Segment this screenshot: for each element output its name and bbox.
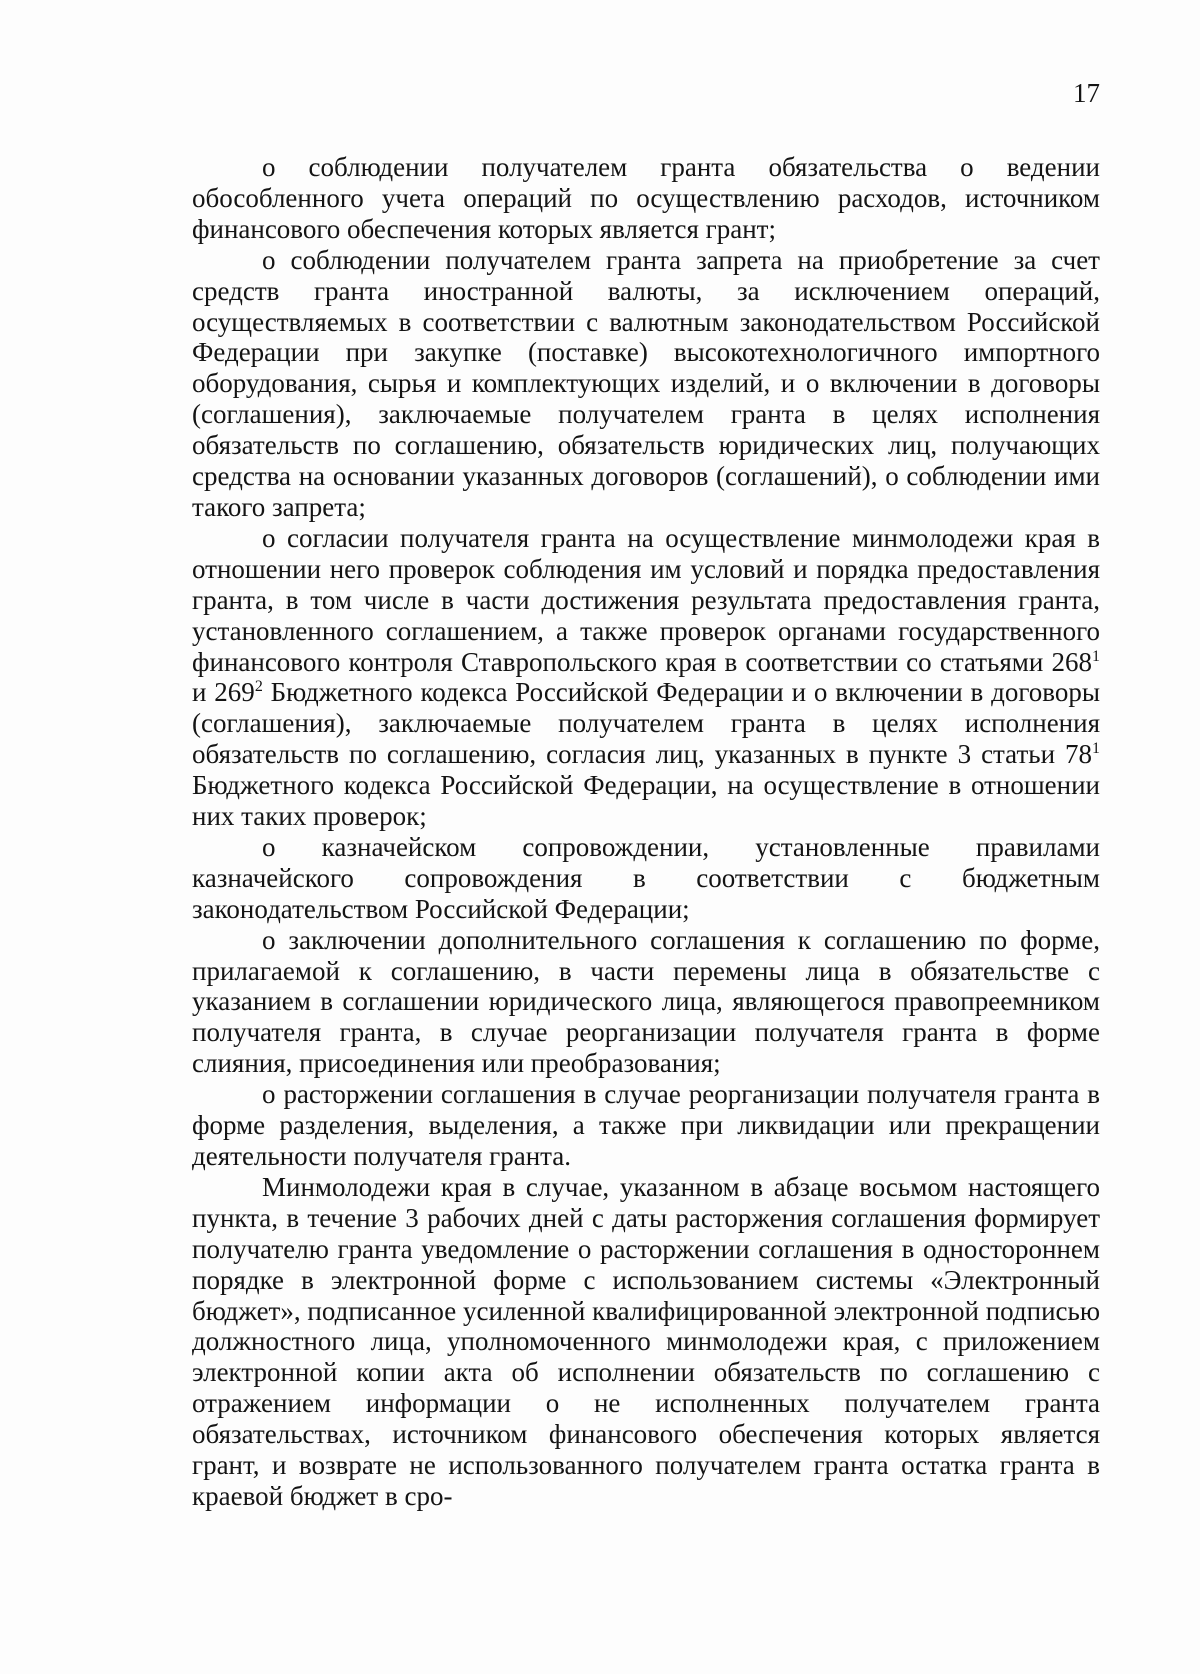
paragraph-inspection-consent xyxy=(192,523,1100,832)
page-number: 17 xyxy=(1073,78,1100,108)
paragraph-additional-agreement: о заключении дополнительного соглашения к соглашению по форме, прилагаемой к соглашению, в части перемены лица в обязательстве с указанием в соглашении юридического лица, являющегося правопреемником получателя гранта, в случае реорганизации получателя гранта в форме слияния, присоединения или преобразования; xyxy=(192,924,1100,1079)
superscript: 1 xyxy=(1092,647,1100,665)
paragraph-separate-accounting: о соблюдении получателем гранта обязательства о ведении обособленного учета операций по осуществлению расходов, источником финансового обеспечения которых является грант; xyxy=(192,152,1100,244)
text-segment: о согласии получателя гранта на осуществление минмолодежи края в отношении него проверок соблюдения им условий и порядка предоставления гранта, в том числе в части достижения результата предоставления гранта, установленного соглашением, а также проверок органами государственного финансового контроля Ставропольского края в соответствии со статьями 268 xyxy=(192,522,1100,677)
text-segment: Бюджетного кодекса Российской Федерации, на осуществление в отношении них таких проверок; xyxy=(192,770,1100,832)
paragraph-currency-ban: о соблюдении получателем гранта запрета на приобретение за счет средств гранта иностранной валюты, за исключением операций, осуществляемых в соответствии с валютным законодательством Российской Федерации при закупке (поставке) высокотехнологичного импортного оборудования, сырья и комплектующих изделий, и о включении в договоры (соглашения), заключаемые получателем гранта в целях исполнения обязательств по соглашению, обязательств юридических лиц, получающих средства на основании указанных договоров (соглашений), о соблюдении ими такого запрета; xyxy=(192,244,1100,522)
paragraph-termination: о расторжении соглашения в случае реорганизации получателя гранта в форме разделения, выделения, а также при ликвидации или прекращении деятельности получателя гранта. xyxy=(192,1079,1100,1171)
paragraph-termination-notice: Минмолодежи края в случае, указанном в абзаце восьмом настоящего пункта, в течение 3 рабочих дней с даты расторжения соглашения формирует получателю гранта уведомление о расторжении соглашения в одностороннем порядке в электронной форме с использованием системы «Электронный бюджет», подписанное усиленной квалифицированной электронной подписью должностного лица, уполномоченного минмолодежи края, с приложением электронной копии акта об исполнении обязательств по соглашению с отражением информации о не исполненных получателем гранта обязательствах, источником финансового обеспечения которых является грант, и возврате не использованного получателем гранта остатка гранта в краевой бюджет в сро- xyxy=(192,1171,1100,1511)
superscript: 1 xyxy=(1092,740,1100,758)
document-body xyxy=(192,152,1100,1512)
superscript: 2 xyxy=(254,678,263,696)
text-segment: Бюджетного кодекса Российской Федерации и о включении в договоры (соглашения), заключаемые получателем гранта в целях исполнения обязательств по соглашению, согласия лиц, указанных в пункте 3 статьи 78 xyxy=(192,677,1100,770)
paragraph-treasury-support: о казначейском сопровождении, установленные правилами казначейского сопровождения в соответствии с бюджетным законодательством Российской Федерации; xyxy=(192,831,1100,924)
text-segment: и 269 xyxy=(192,677,255,708)
